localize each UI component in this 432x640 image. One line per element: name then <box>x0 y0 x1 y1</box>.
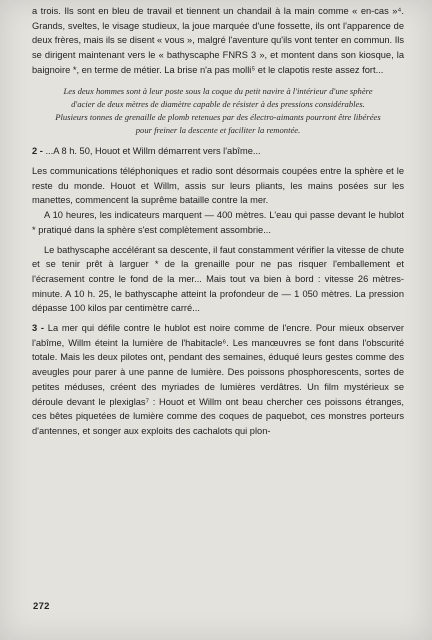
paragraph-descent: Le bathyscaphe accélérant sa descente, il faut constamment vérifier la vitesse de chute et se tenir prêt à larguer * de la grenaille pour ne pas risquer l'emballement et l'écrasement contre le fond de la mer... Mais tout va bien à bord : vitesse 26 mètres-minute. A 10 h. 25, le bathyscaphe atteint la profondeur de — 1 050 mètres. La pression dépasse 100 kilos par centimètre carré... <box>32 244 404 314</box>
paragraph-ten-hours: A 10 heures, les indicateurs marquent — 400 mètres. L'eau qui passe devant le hublot * pratiqué dans la sphère s'est complètement assombrie... <box>32 210 404 235</box>
section-2-number: 2 - <box>32 146 43 157</box>
paragraph-communications: Les communications téléphoniques et radio sont désormais coupées entre la sphère et le reste du monde. Houot et Willm, assis sur leurs pliants, les mains posées sur les manettes, commencent la suprême bataille contre la mer. <box>32 166 404 206</box>
section-2-lead: ...A 8 h. 50, Houot et Willm démarrent vers l'abîme... <box>42 146 261 157</box>
section-3-text: La mer qui défile contre le hublot est noire comme de l'encre. Pour mieux observer l'abîme, Willm éteint la lumière de l'habitacle⁶. Les manœuvres se font dans l'obscurité totale. Mais les deux pilotes ont, pendant des semaines, éduqué leurs gestes comme des aveugles pour parer à une panne de lumière. Des poissons phosphorescents, sortes de petites méduses, créent des myriades de lumières verdâtres. Un film mystérieux se déroule devant le plexiglas⁷ : Houot et Willm ont beau chercher ces poissons étranges, ces bêtes piquetées de lumière comme des coques de paquebot, ces monstres porteurs d'antennes, et songer aux exploits des cachalots qui plon- <box>32 323 404 436</box>
paragraph-opening: a trois. Ils sont en bleu de travail et tiennent un chandail à la main comme « en-cas »⁴. Grands, sveltes, le visage studieux, la joue marquée d'une fossette, ils ont l'apparence de deux frères, mais ils se disent « vous », malgré l'aventure qu'ils vont tenter en commun. Ils se dirigent maintenant vers le « bathyscaphe FNRS 3 », et montent dans son kiosque, la baignoire *, en terme de métier. La brise n'a pas molli⁵ et le clapotis reste assez fort... <box>32 6 404 75</box>
section-3-paragraph <box>32 321 404 439</box>
section-3-number: 3 - <box>32 323 45 334</box>
page-number: 272 <box>33 601 50 612</box>
section-2-heading <box>32 144 404 159</box>
page-text <box>32 4 404 439</box>
figure-caption: Les deux hommes sont à leur poste sous la coque du petit navire à l'intérieur d'une sphère d'acier de deux mètres de diamètre capable de résister à des pressions considérables. Plusieurs tonnes de grenaille de plomb retenues par des électro-aimants pourront être libérées pour freiner la descente et faciliter la remontée. <box>55 85 381 136</box>
